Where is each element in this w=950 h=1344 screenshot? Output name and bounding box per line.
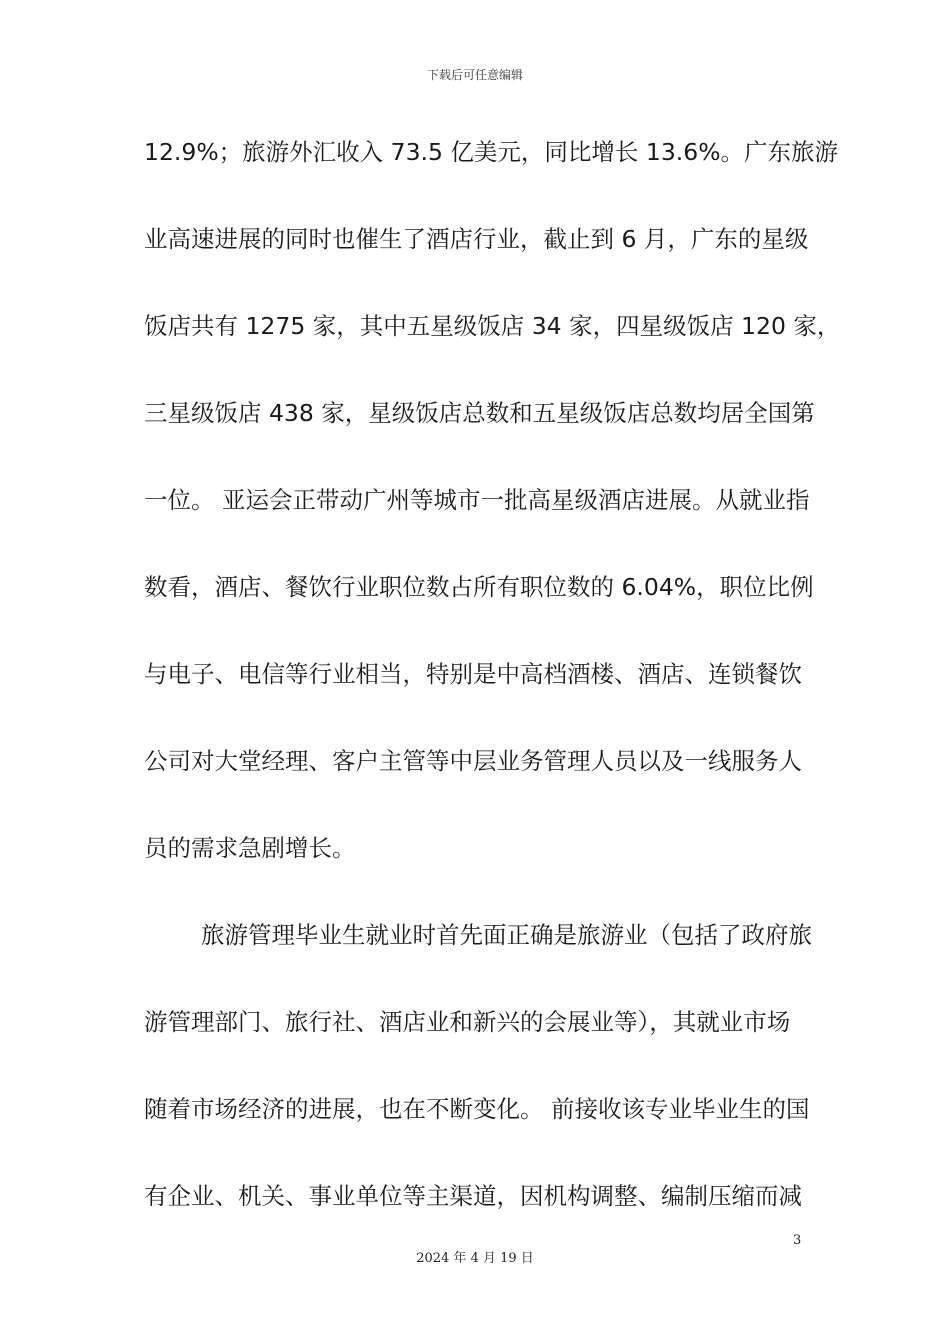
text-line-2: 业高速进展的同时也催生了酒店行业，截止到 6 月，广东的星级 xyxy=(144,225,809,253)
text-line-3: 饭店共有 1275 家，其中五星级饭店 34 家，四星级饭店 120 家， xyxy=(144,312,841,340)
text-line-4: 三星级饭店 438 家，星级饭店总数和五星级饭店总数均居全国第 xyxy=(144,399,815,427)
text-line-5: 一位。 亚运会正带动广州等城市一批高星级酒店进展。从就业指 xyxy=(144,486,810,514)
text-line-9: 员的需求急剧增长。 xyxy=(144,834,356,862)
page-footer-date: 2024 年 4 月 19 日 xyxy=(416,1251,534,1266)
text-line-11: 游管理部门、旅行社、酒店业和新兴的会展业等），其就业市场 xyxy=(144,1008,791,1036)
page-number: 3 xyxy=(793,1233,802,1248)
text-line-1: 12.9%；旅游外汇收入 73.5 亿美元，同比增长 13.6%。广东旅游 xyxy=(144,138,839,166)
text-line-8: 公司对大堂经理、客户主管等中层业务管理人员以及一线服务人 xyxy=(144,747,802,775)
page-header: 下载后可任意编辑 xyxy=(426,68,523,82)
text-line-12: 随着市场经济的进展，也在不断变化。 前接收该专业毕业生的国 xyxy=(144,1095,810,1123)
text-line-10: 旅游管理毕业生就业时首先面正确是旅游业（包括了政府旅 xyxy=(201,921,812,949)
text-line-6: 数看，酒店、餐饮行业职位数占所有职位数的 6.04%，职位比例 xyxy=(144,573,814,601)
body-text xyxy=(144,128,841,1259)
text-line-13: 有企业、机关、事业单位等主渠道，因机构调整、编制压缩而减 xyxy=(144,1182,802,1210)
text-line-7: 与电子、电信等行业相当，特别是中高档酒楼、酒店、连锁餐饮 xyxy=(144,660,802,688)
